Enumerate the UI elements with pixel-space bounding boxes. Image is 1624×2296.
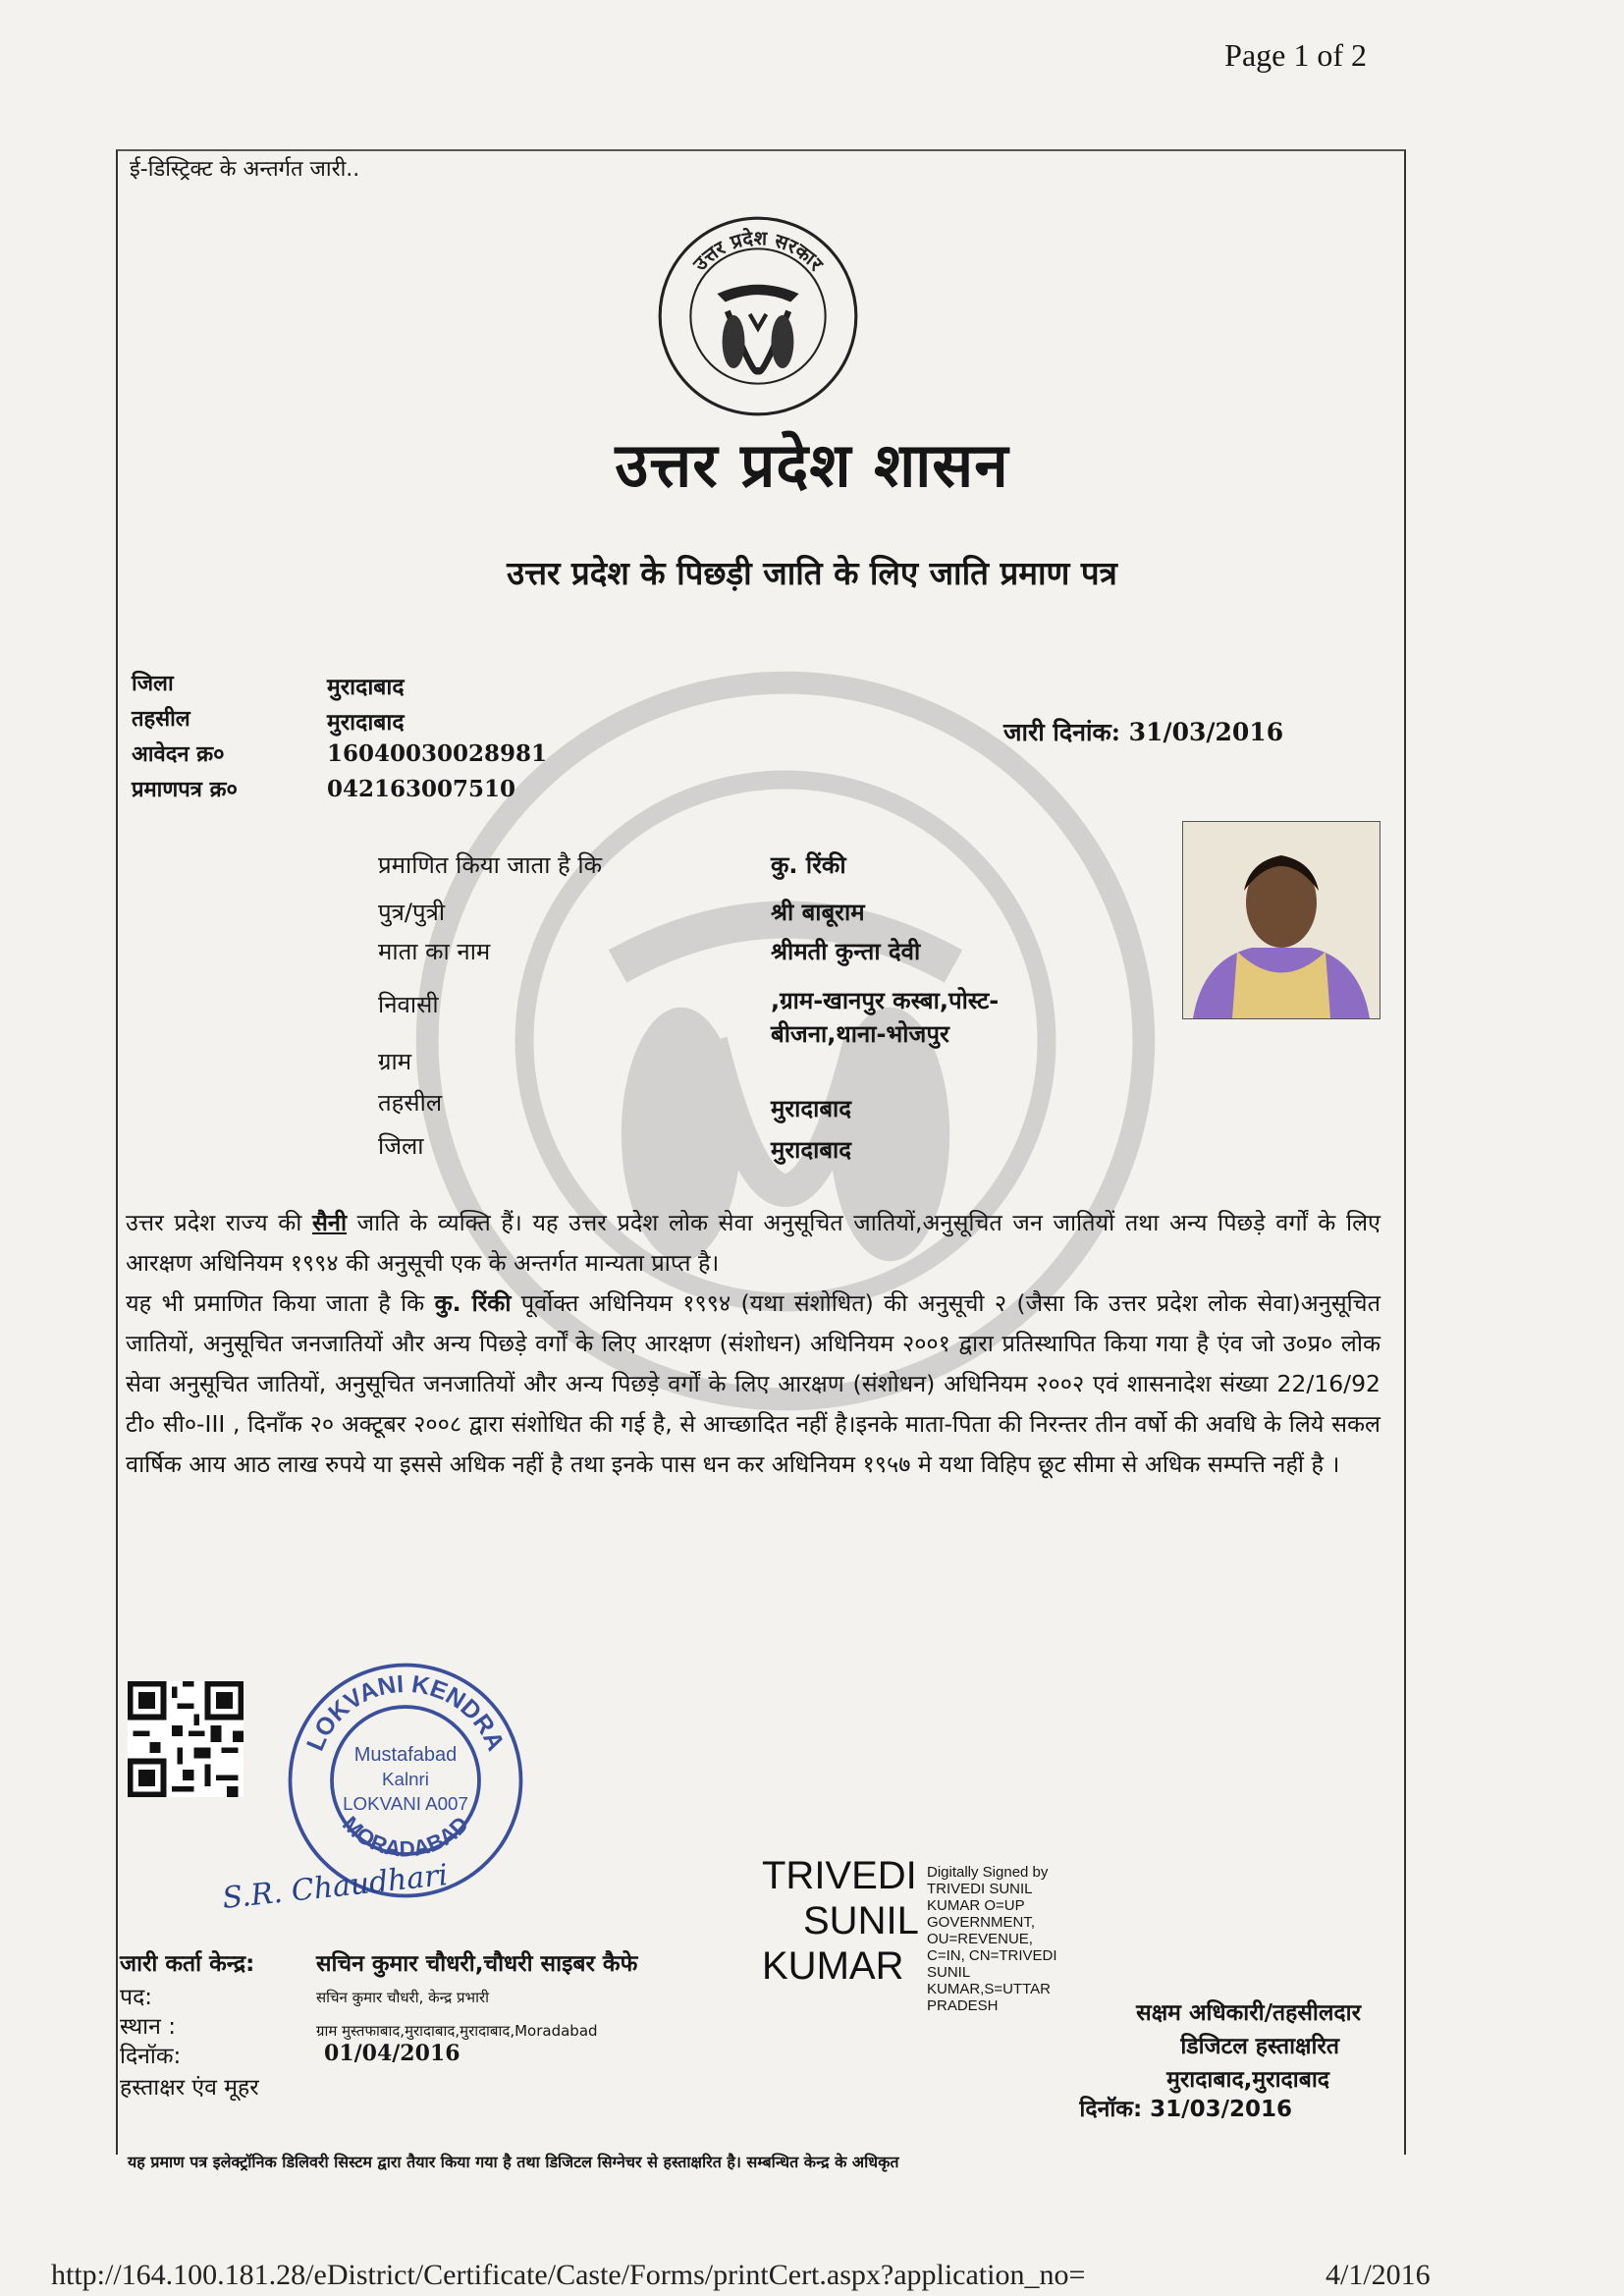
issuer-place-value: ग्राम मुस्तफाबाद,मुरादाबाद,मुरादाबाद,Moradabad (316, 2022, 598, 2040)
svg-text:LOKVANI A007: LOKVANI A007 (343, 1793, 468, 1814)
mother-name: श्रीमती कुन्ता देवी (771, 938, 921, 965)
svg-text:Mustafabad: Mustafabad (353, 1744, 458, 1766)
authority-date: दिनॉक: 31/03/2016 (1079, 2097, 1292, 2122)
authority-digitally-signed: डिजिटल हस्ताक्षरित (1180, 2034, 1339, 2059)
body-p1-end: जाति के व्यक्ति हैं। यह उत्तर प्रदेश लोक सेवा अनुसूचित जातियों,अनुसूचित जन जातियों तथा अन्य पिछड़े वर्गों के लिए आरक्षण अधिनियम १९९४ की अनुसूची एक के अन्तर्गत मान्यता प्राप्त है। (126, 1209, 1380, 1277)
meta-tehsil-label: तहसील (132, 707, 190, 732)
meta-district-value: मुरादाबाद (327, 675, 405, 700)
authority-title: सक्षम अधिकारी/तहसीलदार (1136, 2000, 1361, 2026)
digital-signer-name-line3: KUMAR (762, 1944, 904, 1988)
print-url: http://164.100.181.28/eDistrict/Certificate/Caste/Forms/printCert.aspx?application_no= (51, 2259, 1086, 2291)
issue-date: जारी दिनांक: 31/03/2016 (1003, 718, 1284, 746)
applicant-photo (1182, 821, 1380, 1019)
person-photo-icon (1183, 822, 1380, 1018)
up-government-emblem-icon (656, 214, 860, 418)
qr-code-icon (128, 1681, 244, 1797)
issuer-date-value: 01/04/2016 (324, 2041, 460, 2066)
resident-address-line2: बीजना,थाना-भोजपुर (771, 1020, 949, 1048)
body-p2-name: कु. रिंकी (434, 1289, 512, 1317)
mother-label: माता का नाम (378, 938, 491, 965)
body-p2-end: पूर्वोक्त अधिनियम १९९४ (यथा संशोधित) की अनुसूची २ (जैसा कि उत्तर प्रदेश लोक सेवा)अनुसूचित जातियों, अनुसूचित जनजातियों और अन्य पिछड़े वर्गों के लिए आरक्षण (संशोधन) अधिनियम २००१ द्वारा प्रतिस्थापित किया गया है एंव जो उ०प्र० लोक सेवा अनुसूचित जातियों, अनुसूचित जनजातियों और अन्य पिछड़े वर्गों के लिए आरक्षण (संशोधन) अधिनियम २००२ एवं शासनादेश संख्या 22/16/92 टी० सी०-III , दिनाँक २० अक्टूबर २००८ द्वारा संशोधित की गई है, से आच्छादित नहीं है।इनके माता-पिता की निरन्तर तीन वर्षो की अवधि के लिये सकल वार्षिक आय आठ लाख रुपये या इससे अधिक नहीं है तथा इनके पास धन कर अधिनियम १९५७ मे यथा विहिप छूट सीमा से अधिक सम्पत्ति नहीं है । (126, 1289, 1380, 1478)
meta-certificate-number: 042163007510 (327, 776, 516, 802)
svg-text:LOKVANI KENDRA: LOKVANI KENDRA (301, 1669, 510, 1755)
meta-application-number: 16040030028981 (327, 740, 548, 767)
issued-under-text: ई-डिस्ट्रिक्ट के अन्तर्गत जारी.. (130, 157, 360, 182)
certified-label: प्रमाणित किया जाता है कि (378, 851, 603, 879)
print-date: 4/1/2016 (1326, 2259, 1431, 2291)
child-of-label: पुत्र/पुत्री (378, 899, 446, 926)
footer-note: यह प्रमाण पत्र इलेक्ट्रॉनिक डिलिवरी सिस्टम द्वारा तैयार किया गया है तथा डिजिटल सिग्नेचर से हस्ताक्षरित है। सम्बन्धित केन्द्र के अधिकृत (128, 2153, 899, 2171)
resident-label: निवासी (378, 991, 439, 1018)
issuer-center-value: सचिन कुमार चौधरी,चौधरी साइबर कैफे (316, 1951, 638, 1977)
body-p2-start: यह भी प्रमाणित किया जाता है कि (126, 1289, 435, 1317)
issuer-post-label: पद: (120, 1985, 153, 2010)
village-label: ग्राम (378, 1048, 412, 1075)
meta-tehsil-value: मुरादाबाद (327, 710, 405, 736)
issuer-date-label: दिनॉक: (120, 2044, 182, 2069)
government-title: उत्तर प्रदेश शासन (615, 429, 1009, 501)
tehsil-value: मुरादाबाद (771, 1095, 852, 1122)
page-number: Page 1 of 2 (1224, 37, 1367, 73)
digital-signature-details: Digitally Signed by TRIVEDI SUNIL KUMAR O=UP GOVERNMENT, OU=REVENUE, C=IN, CN=TRIVEDI SUNIL KUMAR,S=UTTAR PRADESH (927, 1864, 1057, 2014)
svg-text:Kalnri: Kalnri (382, 1769, 429, 1789)
issuer-center-label: जारी कर्ता केन्द्र: (120, 1951, 255, 1977)
issuer-post-value: सचिन कुमार चौधरी, केन्द्र प्रभारी (316, 1989, 489, 2006)
tehsil-label: तहसील (378, 1089, 443, 1117)
authority-location: मुरादाबाद,मुरादाबाद (1166, 2067, 1329, 2093)
resident-address-line1: ,ग्राम-खानपुर कस्बा,पोस्ट- (771, 987, 1000, 1014)
svg-text:MORADABAD: MORADABAD (337, 1811, 474, 1862)
district-label: जिला (378, 1132, 424, 1160)
caste-name: सैनी (312, 1209, 348, 1236)
certificate-title: उत्तर प्रदेश के पिछड़ी जाति के लिए जाति प्रमाण पत्र (507, 554, 1117, 592)
handwritten-signature: S.R. Chaudhari (220, 1858, 450, 1916)
issuer-sign-label: हस्ताक्षर एंव मूहर (120, 2075, 259, 2101)
digital-signer-name-line2: SUNIL (803, 1899, 919, 1942)
meta-district-label: जिला (132, 672, 174, 696)
meta-certificate-label: प्रमाणपत्र क्र० (132, 778, 238, 802)
digital-signer-name-line1: TRIVEDI (762, 1854, 917, 1897)
body-p1-start: उत्तर प्रदेश राज्य की (126, 1209, 313, 1236)
father-name: श्री बाबूराम (771, 899, 865, 926)
certified-name: कु. रिंकी (771, 851, 846, 879)
meta-application-label: आवेदन क्र० (132, 742, 225, 767)
issuer-place-label: स्थान : (120, 2014, 176, 2040)
certificate-body (126, 1203, 1380, 1485)
svg-text:उत्तर प्रदेश सरकार: उत्तर प्रदेश सरकार (688, 227, 828, 276)
district-value: मुरादाबाद (771, 1136, 852, 1164)
